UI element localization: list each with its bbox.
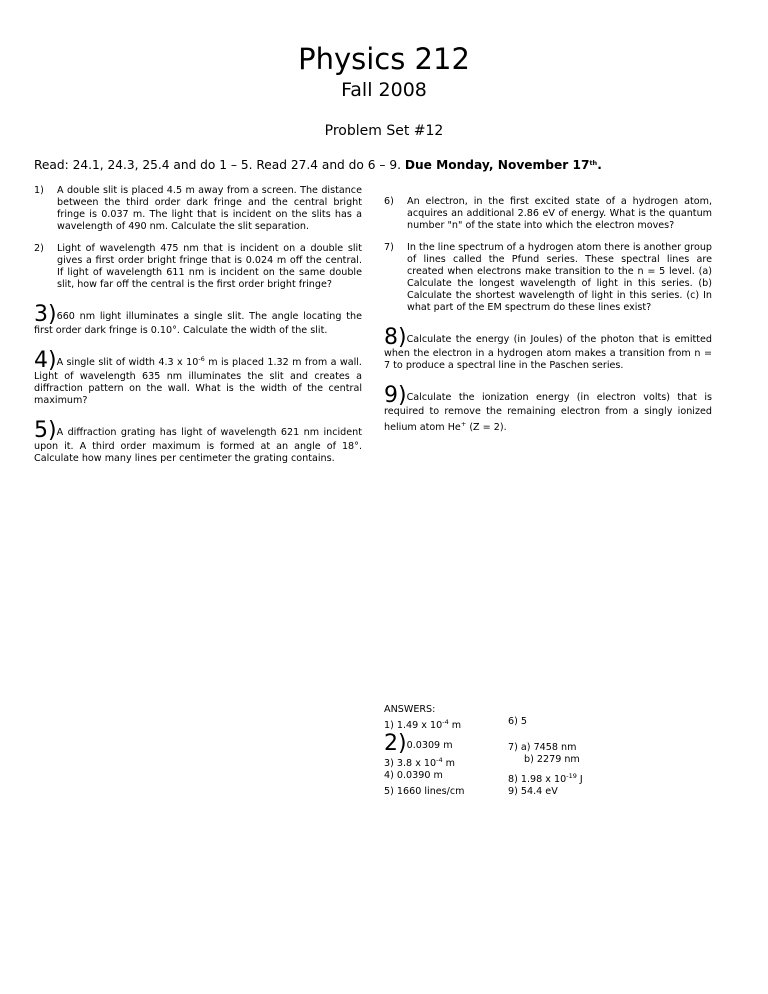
left-column — [34, 185, 362, 475]
answer-8: 8) 1.98 x $10^{-19}$ J — [508, 772, 583, 785]
problem-number: 9) — [384, 383, 407, 408]
problem-number: 7) — [384, 242, 394, 253]
problem-text: A double slit is placed 4.5 m away from a screen. The distance between the third order dark fringe and the central bright fringe is 0.037 m. The light that is incident on the slits has a wavelength of 490 nm. Calculate the slit separation. — [57, 185, 362, 232]
answer-row — [384, 786, 583, 798]
answer-3: 3) 3.8 x $10^{-4}$ m — [384, 756, 456, 769]
problem-number: 2) — [34, 243, 44, 254]
problem-text: In the line spectrum of a hydrogen atom there is another group of lines called the Pfund series. These spectral lines are created when electrons make transition to the n = 5 level. (a) Calculate the longest wavelength of light in this series. (b) Calculate the shortest wavelength of light in this series. (c) In what part of the EM spectrum do these lines exist? — [407, 242, 712, 313]
problem-7 — [384, 242, 712, 314]
answer-7b: b) 2279 nm — [524, 754, 580, 765]
problem-text: 9)Calculate the ionization energy (in electron volts) that is required to remove the remaining electron from a singly ionized helium atom He+ (Z = 2). — [384, 383, 712, 433]
problem-number: 1) — [34, 185, 44, 196]
answer-1: 1) 1.49 x $10^{-4}$ m — [384, 718, 462, 731]
answer-row — [384, 770, 583, 786]
answer-row — [384, 731, 583, 756]
answer-2: 2)0.0309 m — [384, 731, 453, 756]
problem-text: An electron, in the first excited state of a hydrogen atom, acquires an additional 2.86 eV of energy. What is the quantum number "n" of the state into which the electron moves? — [407, 196, 712, 231]
answer-7a: 7) a) 7458 nm — [508, 742, 577, 753]
problem-text: 3)660 nm light illuminates a single slit. The angle locating the first order dark fringe is 0.10°. Calculate the width of the slit. — [34, 302, 362, 336]
problem-number: 4) — [34, 348, 57, 373]
problem-3 — [34, 302, 362, 337]
problem-number: 6) — [384, 196, 394, 207]
problem-2 — [34, 243, 362, 291]
problem-text: Light of wavelength 475 nm that is incident on a double slit gives a first order bright fringe that is 0.024 m off the central. If light of wavelength 611 nm is incident on the same double slit, how far off the central is the first order bright fringe? — [57, 243, 362, 290]
due-date: Due Monday, November 17th. — [404, 158, 602, 172]
problem-6 — [384, 196, 712, 232]
answer-key — [384, 704, 583, 798]
answer-5: 5) 1660 lines/cm — [384, 786, 465, 797]
problem-number: 3) — [34, 302, 57, 327]
answers-heading: ANSWERS: — [384, 704, 436, 715]
answer-6: 6) 5 — [508, 716, 528, 727]
answer-row — [384, 754, 583, 770]
problem-number: 5) — [34, 418, 57, 443]
problem-9 — [384, 383, 712, 434]
page-title: Physics 212 — [298, 42, 470, 76]
term-label: Fall 2008 — [341, 79, 427, 101]
reading-assignment — [34, 158, 602, 172]
problem-5 — [34, 418, 362, 465]
problem-4 — [34, 348, 362, 407]
problem-text: 8)Calculate the energy (in Joules) of the photon that is emitted when the electron in a hydrogen atom makes a transition from n = 7 to produce a spectral line in the Paschen series. — [384, 325, 712, 371]
answer-row — [384, 716, 583, 732]
reading-text: Read: 24.1, 24.3, 25.4 and do 1 – 5. Read 27.4 and do 6 – 9. — [34, 158, 401, 172]
problem-1 — [34, 185, 362, 233]
problem-text: 4)A single slit of width 4.3 x $10^{-6}$ m is placed 1.32 m from a wall. Light of wavelength 635 nm illuminates the slit and creates a diffraction pattern on the wall. What is the width of the central maximum? — [34, 348, 362, 406]
problem-set-label: Problem Set #12 — [324, 123, 444, 139]
problem-8 — [384, 325, 712, 372]
problem-text: 5)A diffraction grating has light of wavelength 621 nm incident upon it. A third order maximum is formed at an angle of 18°. Calculate how many lines per centimeter the grating contains. — [34, 418, 362, 464]
answer-4: 4) 0.0390 m — [384, 770, 443, 781]
problem-number: 8) — [384, 325, 407, 350]
right-column — [384, 196, 712, 444]
answer-9: 9) 54.4 eV — [508, 786, 558, 797]
